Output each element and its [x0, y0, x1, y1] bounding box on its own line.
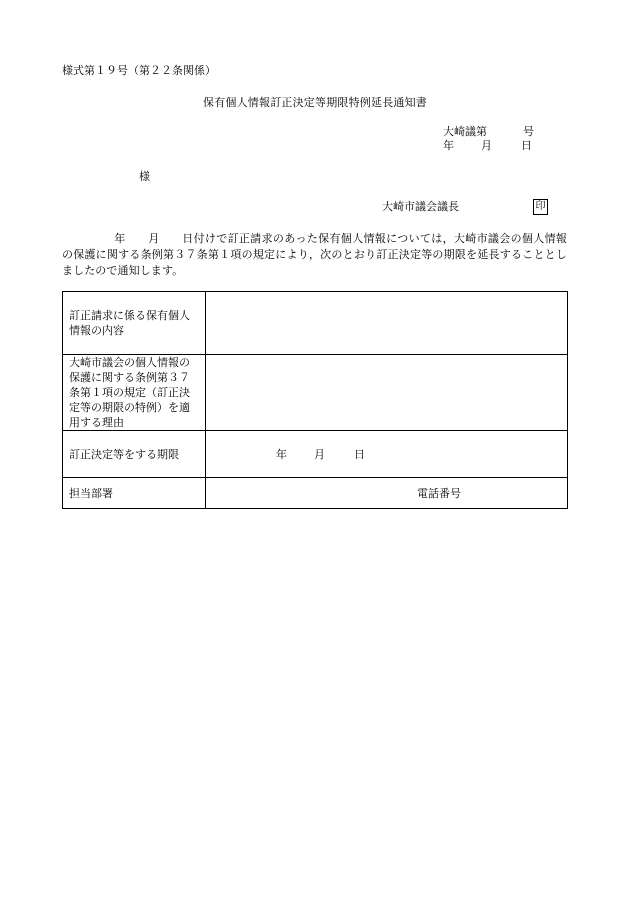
row-label-reason: 大崎市議会の個人情報の保護に関する条例第３７条第１項の規定（訂正決定等の期限の特例）を適用する理由: [63, 355, 206, 431]
reference-date: [443, 139, 534, 153]
deadline-day: 日: [354, 447, 365, 461]
body-date-month: 月: [148, 232, 160, 245]
sender-name: 大崎市議会議長: [382, 200, 459, 213]
notice-details-table: [62, 291, 568, 509]
row-label-department: 担当部署: [63, 478, 206, 509]
form-number: 様式第１９号（第２２条関係）: [62, 64, 216, 77]
table-row: [63, 431, 568, 478]
phone-number-label: 電話番号: [417, 486, 461, 500]
table-row: [63, 292, 568, 355]
addressee-honorific: 様: [139, 170, 150, 183]
row-value-deadline: [206, 431, 568, 478]
row-value-reason: [206, 355, 568, 431]
body-text: 日付けで訂正請求のあった保有個人情報については，大崎市議会の個人情報の保護に関する条例第３７条第１項の規定により，次のとおり訂正決定等の期限を延長することとしましたので通知します。: [62, 232, 568, 277]
reference-block: [443, 125, 534, 153]
reference-number-suffix: 号: [523, 125, 534, 138]
reference-date-day: 日: [521, 139, 532, 152]
reference-date-month: 月: [481, 139, 492, 152]
row-label-deadline: 訂正決定等をする期限: [63, 431, 206, 478]
document-title: 保有個人情報訂正決定等期限特例延長通知書: [203, 96, 427, 109]
reference-number: [443, 125, 534, 139]
deadline-month: 月: [314, 447, 325, 461]
deadline-year: 年: [276, 447, 287, 461]
seal-mark: 印: [533, 199, 548, 215]
table-row: [63, 478, 568, 509]
reference-number-prefix: 大崎議第: [443, 125, 487, 138]
notice-body: [62, 231, 567, 279]
row-label-info-content: 訂正請求に係る保有個人情報の内容: [63, 292, 206, 355]
body-date-year: 年: [114, 232, 126, 245]
reference-date-year: 年: [443, 139, 454, 152]
row-value-department: [206, 478, 568, 509]
row-value-info-content: [206, 292, 568, 355]
table-row: [63, 355, 568, 431]
deadline-date: [212, 448, 365, 461]
